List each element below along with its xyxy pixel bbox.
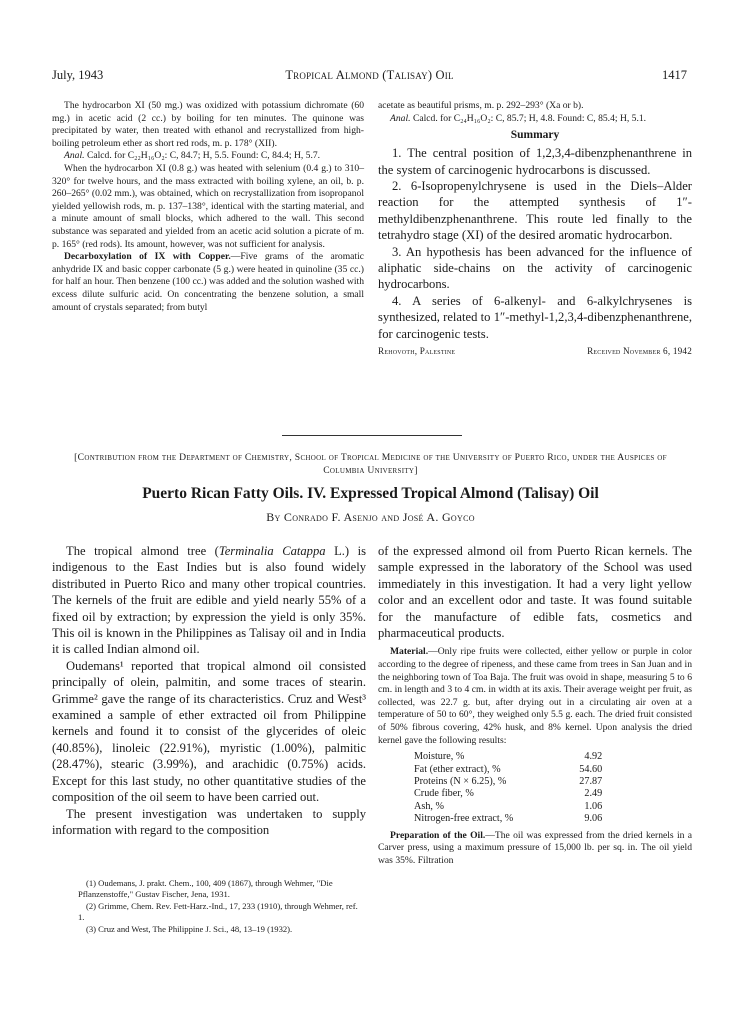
summary-item-1: 1. The central position of 1,2,3,4-dibenzphenanthrene in the system of carcinogenic hydrocarbons is discussed. — [378, 146, 692, 177]
running-header — [52, 68, 687, 84]
paragraph-previous-work: Oudemans¹ reported that tropical almond oil consisted principally of olein, palmitin, and some traces of stearin. Grimme² gave the range of its characteristics. Cruz and West³ examined a sample of ether extracted oil from Philippine kernels and found it to consist of the glycerides of oleic (40.85%), linoleic (22.91%), myristic (1.00%), palmitic (28.47%), stearic (3.99%), and arachidic (0.75%) acids. Except for this last study, no other quantitative studies of the composition of the oil seem to have been carried out. — [52, 658, 366, 805]
header-date: July, 1943 — [52, 68, 104, 82]
header-page-number: 1417 — [662, 68, 687, 82]
footnotes — [78, 878, 364, 935]
composition-label: Proteins (N × 6.25), % — [414, 776, 507, 787]
composition-label: Crude fiber, % — [414, 788, 474, 800]
paragraph-analysis-1: Anal. Calcd. for C₂₂H₁₆O₂: C, 84.7; H, 5.5. Found: C, 84.4; H, 5.7. — [64, 150, 321, 162]
paragraph-material: Material.—Only ripe fruits were collected, either yellow or purple in color according to the degree of ripeness, and these came from trees in San Juan and in the neighboring town of Toa Baja. The fruit was ovoid in shape, measuring 5 to 6 cm. in length and 3 to 4 cm. in width at its axis. Their average weight per fruit, as collected, was 22.7 g. but, after drying out in a circulating air oven at a temperature of 50 to 60°, they weighed only 5.5 g. each. The dried fruit consisted of 50% fibrous covering, 42% husk, and 8% kernel. Upon analysis the dried kernel gave the following results: — [378, 646, 692, 746]
paragraph-intro: The tropical almond tree (Terminalia Catappa L.) is indigenous to the East Indies but is also found widely distributed in Puerto Rico and many other tropical countries. The kernels of the fruit are edible and yield nearly 55% of a fixed oil by extraction; by expression the yield is only 35%. This oil is known in the Philippines as Talisay oil and in India it is called Indian almond oil. — [52, 544, 367, 657]
preparation-label: Preparation of the Oil. — [390, 829, 486, 841]
kernel-composition-table — [414, 751, 602, 825]
composition-value: 27.87 — [579, 776, 603, 787]
paragraph-purpose: The present investigation was undertaken to supply information with regard to the composition — [52, 806, 366, 837]
table-row — [414, 801, 602, 813]
analysis-label: Anal. — [64, 150, 85, 162]
composition-value: 2.49 — [584, 788, 603, 800]
left-body-column — [52, 543, 366, 838]
paragraph-preparation: Preparation of the Oil.—The oil was expressed from the dried kernels in a Carver press, using a maximum pressure of 15,000 lb. per sq. in. The oil yield was 35%. Filtration — [378, 829, 692, 866]
analysis-label-2: Anal. — [390, 112, 411, 124]
table-row — [414, 813, 602, 825]
left-top-column — [52, 100, 364, 314]
composition-value: 4.92 — [584, 751, 603, 763]
paragraph-oxidation: The hydrocarbon XI (50 mg.) was oxidized with potassium dichromate (60 mg.) in acetic acid (2 cc.) by boiling for ten minutes. The quinone was precipitated by water, then treated with ethanol and recrystallized from high-boiling petroleum ether as short red rods, m. p. 178° (XII). — [52, 100, 364, 149]
material-label: Material. — [390, 646, 429, 658]
signature-line — [378, 346, 692, 356]
summary-item-4: 4. A series of 6-alkenyl- and 6-alkylchrysenes is synthesized, related to 1″-methyl-1,2,3,4-dibenzphenanthrene, for carcinogenic tests. — [378, 293, 692, 341]
decarboxylation-label: Decarboxylation of IX with Copper. — [64, 251, 231, 263]
summary-item-3: 3. An hypothesis has been advanced for the influence of aliphatic side-chains on the activity of carcinogenic hydrocarbons. — [378, 244, 692, 292]
paragraph-decarboxylation: Decarboxylation of IX with Copper.—Five grams of the aromatic anhydride IX and basic copper carbonate (5 g.) were heated in quinoline (35 cc.) for half an hour. Then benzene (100 cc.) was added and the solution washed with excess dilute sulfuric acid. On concentrating the benzene solution, a small amount of crystals separated; from butyl — [52, 251, 364, 313]
signature-place: Rehovoth, Palestine — [378, 346, 456, 357]
paragraph-selenium: When the hydrocarbon XI (0.8 g.) was heated with selenium (0.4 g.) to 310–320° for twelve hours, and the mass extracted with boiling xylene, an oil, b. p. 260–265° (0.02 mm.), was obtained, which on recrystallization from isopropanol yielded yellowish rods, m. p. 137–138°, identical with the starting material, and a minute amount of small blocks, which adhered to the wall. This second substance was separated and yielded from an acetic acid solution a picrate of m. p. 165° (red rods). Its amount, however, was not sufficient for analysis. — [52, 162, 364, 250]
table-row — [414, 788, 602, 800]
header-running-title: Tropical Almond (Talisay) Oil — [285, 68, 454, 82]
summary-item-2: 2. 6-Isopropenylchrysene is used in the Diels–Alder reaction for the attempted synthesis of 1″-methyldibenzphenanthrene. This route led finally to the tetrahydro stage (XI) of the desired aromatic hydrocarbon. — [378, 179, 692, 243]
paragraph-acetate: acetate as beautiful prisms, m. p. 292–293° (Xa or b). — [378, 100, 584, 111]
right-top-column — [378, 100, 692, 356]
composition-value: 1.06 — [584, 800, 603, 812]
section-divider — [282, 435, 462, 436]
table-row — [414, 776, 602, 788]
composition-value: 54.60 — [579, 763, 603, 775]
composition-value: 9.06 — [584, 813, 603, 825]
table-row — [414, 751, 602, 763]
signature-received: Received November 6, 1942 — [587, 346, 692, 357]
contribution-note: [Contribution from the Department of Chemistry, School of Tropical Medicine of the University of Puerto Rico, under the Auspices of Columbia University] — [74, 452, 667, 476]
footnote-1: (1) Oudemans, J. prakt. Chem., 100, 409 (1867), through Wehmer, "Die Pflanzenstoffe," Gustav Fischer, Jena, 1931. — [78, 878, 333, 900]
species-name: Terminalia Catappa — [218, 544, 326, 558]
article-byline: By Conrado F. Asenjo and José A. Goyco — [266, 510, 475, 524]
table-row — [414, 764, 602, 776]
footnote-2: (2) Grimme, Chem. Rev. Fett-Harz.-Ind., 17, 233 (1910), through Wehmer, ref. 1. — [78, 900, 358, 923]
composition-label: Moisture, % — [414, 751, 465, 763]
article-title: Puerto Rican Fatty Oils. IV. Expressed Tropical Almond (Talisay) Oil — [142, 485, 599, 502]
composition-label: Ash, % — [414, 800, 444, 812]
paragraph-sample: of the expressed almond oil from Puerto Rican kernels. The sample expressed in the laboratory of the School was used immediately in this investigation. It had a very light yellow color and an excellent odor and taste. It was found suitable for the manufacture of edible fats, cosmetics and pharmaceutical products. — [378, 544, 692, 641]
summary-heading: Summary — [510, 129, 560, 142]
right-body-column — [378, 543, 692, 867]
paragraph-analysis-2: Anal. Calcd. for C₂₄H₁₆O₂: C, 85.7; H, 4.8. Found: C, 85.4; H, 5.1. — [390, 112, 647, 124]
composition-label: Nitrogen-free extract, % — [414, 813, 514, 825]
composition-label: Fat (ether extract), % — [414, 763, 501, 775]
footnote-3: (3) Cruz and West, The Philippine J. Sci., 48, 13–19 (1932). — [86, 923, 293, 934]
